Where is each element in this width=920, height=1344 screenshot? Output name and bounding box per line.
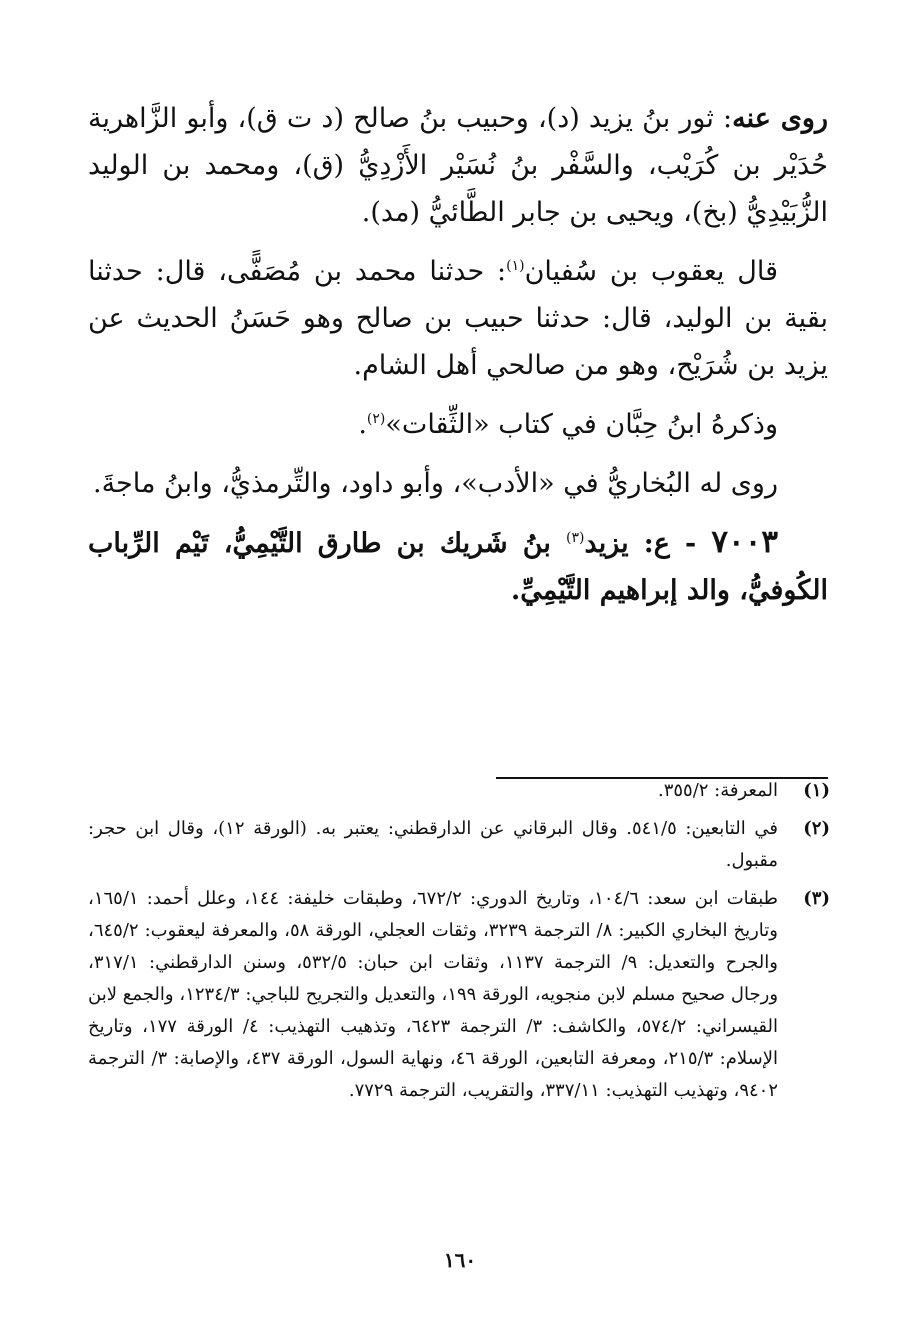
entry-heading: - ع: يزيد bbox=[584, 528, 712, 559]
narrators-text: : ثور بنُ يزيد (د)، وحبيب بنُ صالح (د ت ق)، وأبو الزَّاهرية حُدَيْر بن كُرَيْب، والسَّفْر بنُ نُسَيْر الأَزْدِيُّ (ق)، ومحمد بن الوليد الزُّبَيْدِيُّ (بخ)، ويحيى بن جابر الطَّائيُّ (مد). bbox=[88, 103, 828, 228]
ibn-hibban-end: . bbox=[358, 409, 367, 440]
entry-7003 bbox=[88, 519, 828, 614]
narrators-lead: روى عنه bbox=[732, 103, 828, 134]
yaqub-paragraph bbox=[88, 248, 828, 389]
footnote-text: المعرفة: ٣٥٥/٢. bbox=[657, 780, 778, 801]
entry-name: بنُ شَريك بن طارق التَّيْمِيُّ، تَيْم الرِّباب الكُوفيُّ، والد إبراهيم التَّيْمِيِّ. bbox=[88, 528, 828, 606]
narrators-paragraph bbox=[88, 95, 828, 236]
narrated-by-text: روى له البُخاريُّ في «الأدب»، وأبو داود، والتِّرمذيُّ، وابنُ ماجةَ. bbox=[92, 468, 778, 499]
entry-number: ٧٠٠٣ bbox=[711, 524, 778, 560]
main-text bbox=[88, 95, 828, 626]
page-number: ١٦٠ bbox=[443, 1248, 477, 1272]
footnote-number: (١) bbox=[803, 780, 830, 801]
footnote-ref-2: (٢) bbox=[366, 411, 386, 427]
footnote-2 bbox=[88, 813, 830, 877]
footnote-ref-1: (١) bbox=[506, 258, 525, 274]
ibn-hibban-text: وذكرهُ ابنُ حِبَّان في كتاب «الثِّقات» bbox=[385, 409, 778, 440]
footnote-ref-3: (٣) bbox=[566, 530, 585, 546]
footnote-text: في التابعين: ٥٤١/٥. وقال البرقاني عن الدارقطني: يعتبر به. (الورقة ١٢)، وقال ابن حجر: مقبول. bbox=[88, 818, 778, 871]
yaqub-text-b: : حدثنا محمد بن مُصَفًّى، قال: حدثنا بقية بن الوليد، قال: حدثنا حبيب بن صالح وهو حَسَنُ الحديث عن يزيد بن شُرَيْح، وهو من صالحي أهل الشام. bbox=[88, 256, 828, 381]
ibn-hibban-paragraph bbox=[88, 401, 828, 448]
narrated-by-paragraph bbox=[88, 460, 828, 507]
footnote-number: (٣) bbox=[803, 888, 830, 909]
yaqub-text-a: قال يعقوب بن سُفيان bbox=[524, 256, 778, 287]
footnote-1 bbox=[88, 775, 830, 807]
footnote-text: طبقات ابن سعد: ١٠٤/٦، وتاريخ الدوري: ٦٧٢/٢، وطبقات خليفة: ١٤٤، وعلل أحمد: ١٦٥/١، وتاريخ البخاري الكبير: ٨/ الترجمة ٣٢٣٩، وثقات العجلي، الورقة ٥٨، والمعرفة ليعقوب: ٦٤٥/٢، والجرح والتعديل: ٩/ الترجمة ١١٣٧، وثقات ابن حبان: ٥٣٢/٥، وسنن الدارقطني: ٣١٧/١، ورجال صحيح مسلم لابن منجويه، الورقة ١٩٩، والتعديل والتجريح للباجي: ١٢٣٤/٣، والجمع لابن القيسراني: ٥٧٤/٢، والكاشف: ٣/ الترجمة ٦٤٢٣، وتذهيب التهذيب: ٤/ الورقة ١٧٧، وتاريخ الإسلام: ٢١٥/٣، ومعرفة التابعين، الورقة ٤٦، ونهاية السول، الورقة ٤٣٧، والإصابة: ٣/ الترجمة ٩٤٠٢، وتهذيب التهذيب: ٣٣٧/١١، والتقريب، الترجمة ٧٧٢٩. bbox=[88, 888, 779, 1101]
footnotes bbox=[88, 775, 830, 1113]
footnote-number: (٢) bbox=[803, 818, 830, 839]
footnote-3 bbox=[88, 883, 830, 1107]
